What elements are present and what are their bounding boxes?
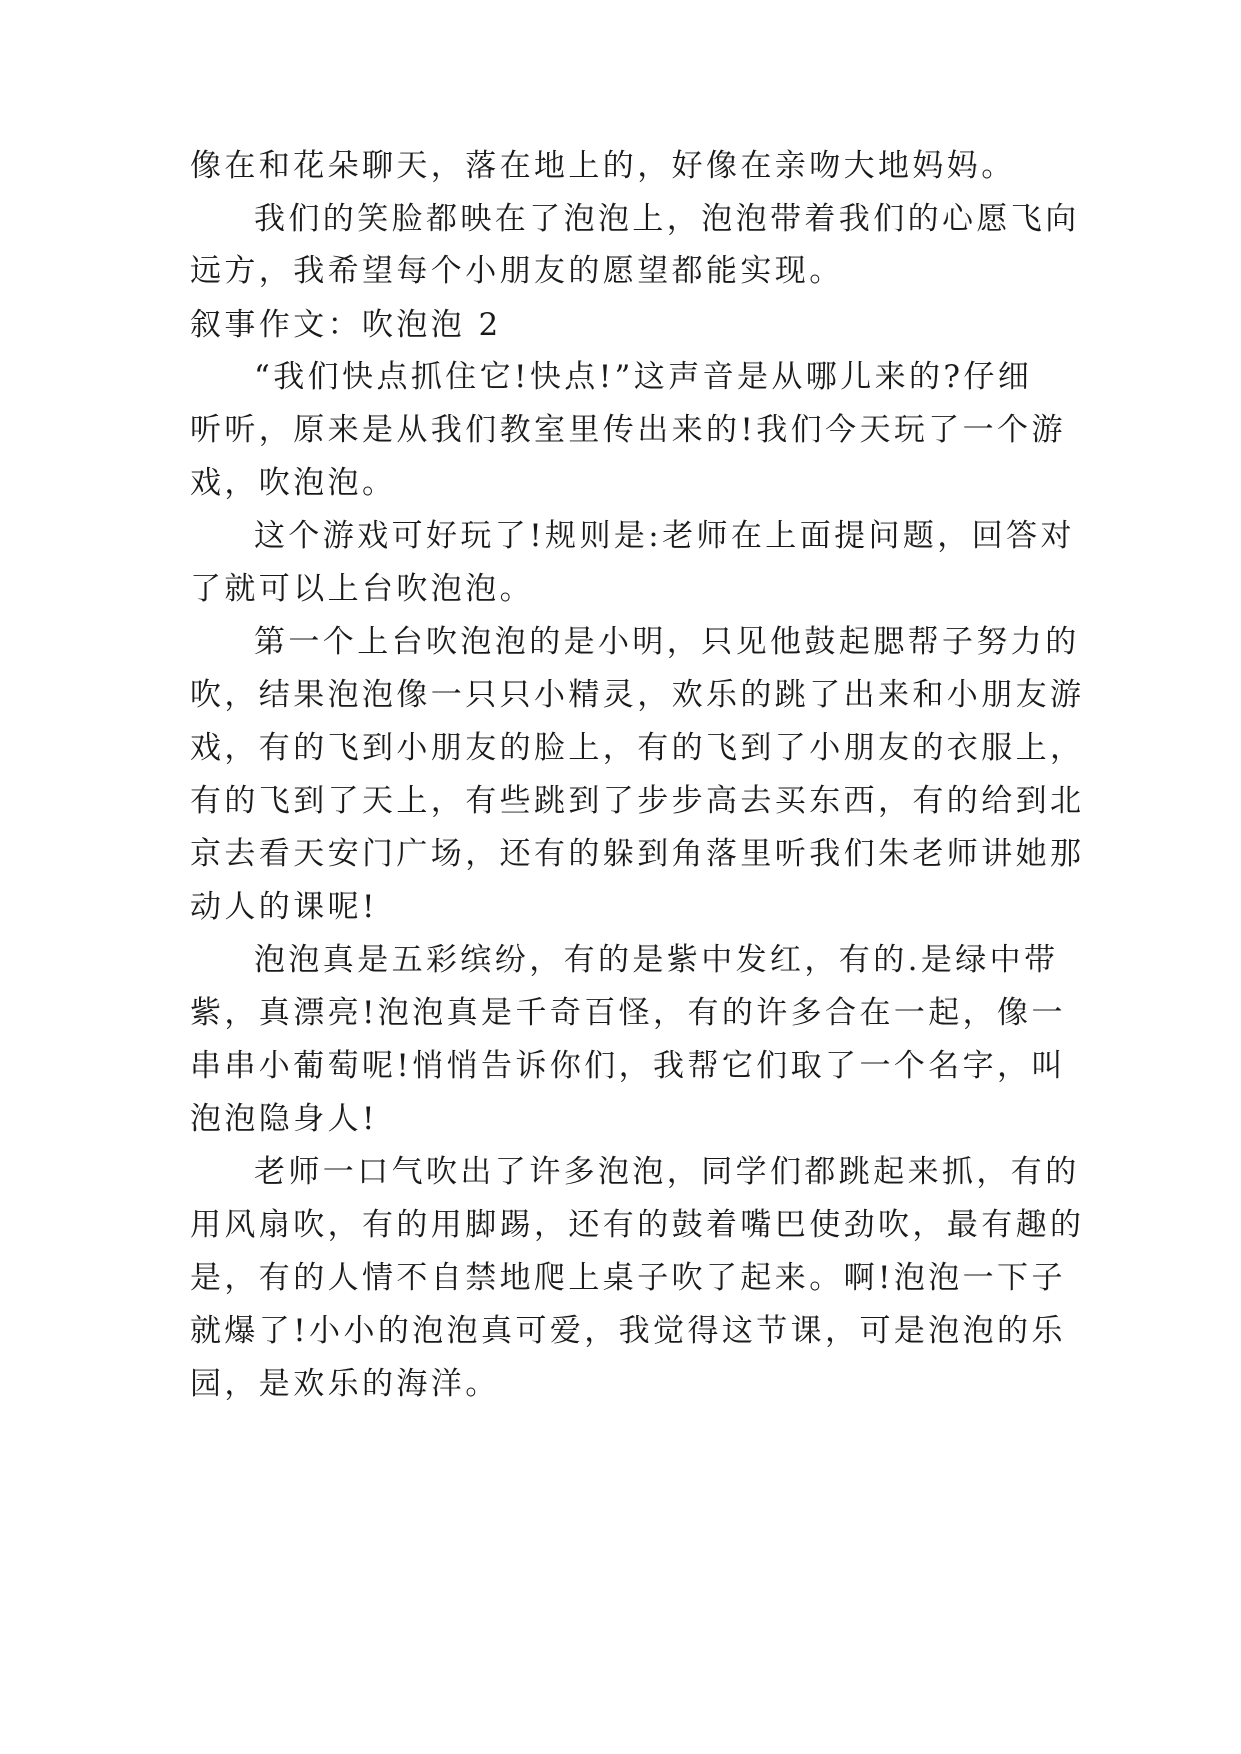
paragraph-3-line-2: 了就可以上台吹泡泡。 <box>190 571 534 607</box>
paragraph-2-line-3: 戏，吹泡泡。 <box>190 465 397 501</box>
paragraph-5-line-3: 串串小葡萄呢!悄悄告诉你们，我帮它们取了一个名字，叫 <box>190 1048 1066 1084</box>
paragraph-2-line-1: “我们快点抓住它!快点!”这声音是从哪儿来的?仔细 <box>254 359 1033 395</box>
paragraph-1-line-2: 远方，我希望每个小朋友的愿望都能实现。 <box>190 253 844 289</box>
paragraph-4-line-4: 有的飞到了天上，有些跳到了步步高去买东西，有的给到北 <box>190 783 1085 819</box>
paragraph-1-line-1: 我们的笑脸都映在了泡泡上，泡泡带着我们的心愿飞向 <box>254 201 1080 237</box>
paragraph-3-line-1: 这个游戏可好玩了!规则是:老师在上面提问题，回答对 <box>254 518 1075 554</box>
paragraph-6-line-4: 就爆了!小小的泡泡真可爱，我觉得这节课，可是泡泡的乐 <box>190 1313 1066 1349</box>
paragraph-4-line-6: 动人的课呢! <box>190 889 378 925</box>
paragraph-6-line-2: 用风扇吹，有的用脚踢，还有的鼓着嘴巴使劲吹，最有趣的 <box>190 1207 1085 1243</box>
paragraph-6-line-5: 园，是欢乐的海洋。 <box>190 1366 500 1402</box>
paragraph-2-line-2: 听听，原来是从我们教室里传出来的!我们今天玩了一个游 <box>190 412 1066 448</box>
paragraph-6-line-3: 是，有的人情不自禁地爬上桌子吹了起来。啊!泡泡一下子 <box>190 1260 1066 1296</box>
paragraph-5-line-4: 泡泡隐身人! <box>190 1101 378 1137</box>
paragraph-4-line-2: 吹，结果泡泡像一只只小精灵，欢乐的跳了出来和小朋友游 <box>190 677 1085 713</box>
paragraph-4-line-1: 第一个上台吹泡泡的是小明，只见他鼓起腮帮子努力的 <box>254 624 1080 660</box>
text-line-1: 像在和花朵聊天，落在地上的，好像在亲吻大地妈妈。 <box>190 148 1016 184</box>
paragraph-4-line-5: 京去看天安门广场，还有的躲到角落里听我们朱老师讲她那 <box>190 836 1085 872</box>
paragraph-6-line-1: 老师一口气吹出了许多泡泡，同学们都跳起来抓，有的 <box>254 1154 1080 1190</box>
section-title: 叙事作文：吹泡泡 2 <box>190 307 502 343</box>
paragraph-4-line-3: 戏，有的飞到小朋友的脸上，有的飞到了小朋友的衣服上， <box>190 730 1085 766</box>
paragraph-5-line-2: 紫，真漂亮!泡泡真是千奇百怪，有的许多合在一起，像一 <box>190 995 1066 1031</box>
paragraph-5-line-1: 泡泡真是五彩缤纷，有的是紫中发红，有的.是绿中带 <box>254 942 1059 978</box>
